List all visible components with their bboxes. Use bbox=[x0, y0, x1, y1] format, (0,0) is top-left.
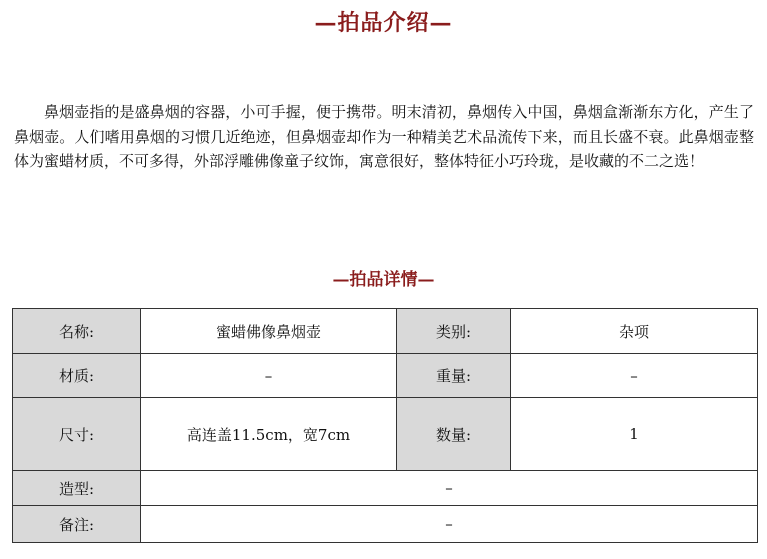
material-value: – bbox=[141, 354, 397, 398]
table-row bbox=[13, 471, 758, 506]
quantity-label: 数量: bbox=[397, 398, 511, 471]
category-label: 类别: bbox=[397, 309, 511, 354]
details-title: —拍品详情— bbox=[332, 270, 435, 290]
table-row bbox=[13, 398, 758, 471]
size-label: 尺寸: bbox=[13, 398, 141, 471]
weight-label: 重量: bbox=[397, 354, 511, 398]
material-label: 材质: bbox=[13, 354, 141, 398]
category-value: 杂项 bbox=[511, 309, 758, 354]
details-table bbox=[12, 308, 758, 543]
note-value: – bbox=[141, 506, 758, 543]
weight-value: – bbox=[511, 354, 758, 398]
shape-label: 造型: bbox=[13, 471, 141, 506]
shape-value: – bbox=[141, 471, 758, 506]
size-value: 高连盖11.5cm，宽7cm bbox=[141, 398, 397, 471]
table-row bbox=[13, 354, 758, 398]
note-label: 备注: bbox=[13, 506, 141, 543]
name-value: 蜜蜡佛像鼻烟壶 bbox=[141, 309, 397, 354]
item-description: 鼻烟壶指的是盛鼻烟的容器，小可手握，便于携带。明末清初，鼻烟传入中国，鼻烟盒渐渐东方化，产生了鼻烟壶。人们嗜用鼻烟的习惯几近绝迹，但鼻烟壶却作为一种精美艺术品流传下来，而且长盛不衰。此鼻烟壶整体为蜜蜡材质，不可多得，外部浮雕佛像童子纹饰，寓意很好，整体特征小巧玲珑，是收藏的不二之选！ bbox=[14, 103, 754, 170]
quantity-value: 1 bbox=[511, 398, 758, 471]
table-row bbox=[13, 506, 758, 543]
page-title: —拍品介绍— bbox=[314, 10, 453, 36]
name-label: 名称: bbox=[13, 309, 141, 354]
table-row bbox=[13, 309, 758, 354]
